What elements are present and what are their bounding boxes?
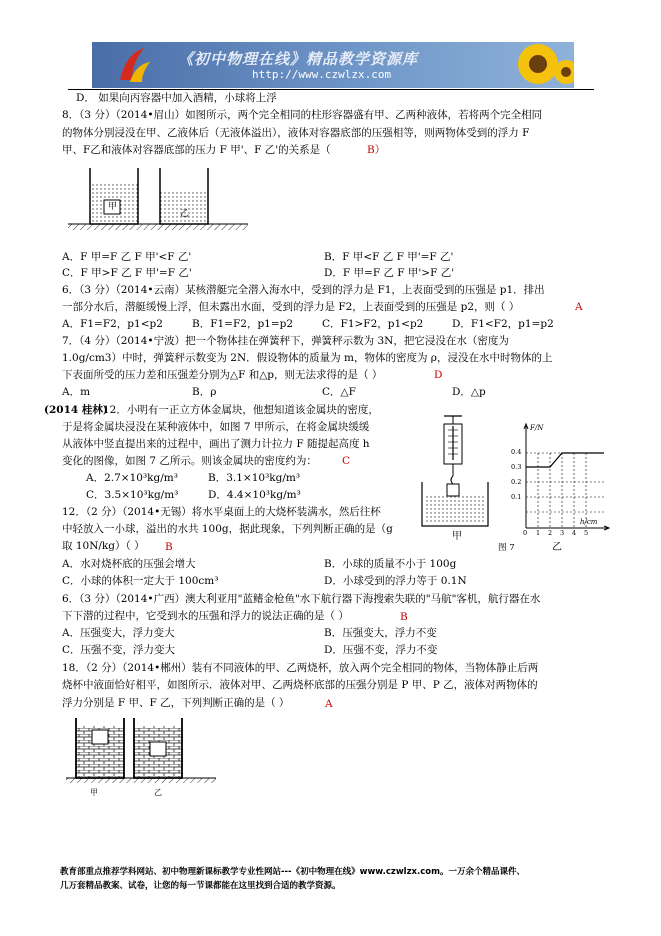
answer-8: B） [367,144,386,156]
option-b: B．3.1×10³kg/m³ [208,472,301,484]
text-line: 下下潜的过程中，它受到水的压强和浮力的说法正确的是（ ） [62,610,349,622]
option-d: D．F1<F2，p1=p2 [452,318,554,330]
x-tick-label: 5 [584,529,589,537]
text-line: 中轻放入一小球，溢出的水共 100g，据此现象，下列判断正确的是（g [62,523,393,535]
text-line: 于是将金属块浸没在某种液体中，如图 7 甲所示，在将金属块缓缓 [62,421,370,433]
option-d: D．4.4×10³kg/m³ [208,489,301,501]
footer-line: 几万套精品教案、试卷，让您的每一节课都能在这里找到合适的教学资源。 [60,881,341,891]
answer-12-guilin: C [342,455,351,467]
option-d: D．△p [452,386,486,398]
figure-label-yi: 乙 [154,788,162,797]
option-c: C．压强不变，浮力变大 [62,644,176,656]
text-line: 浮力分别是 F 甲、F 乙，下列判断正确的是（ ） [62,697,290,709]
figure-label-jia: 甲 [90,788,98,797]
option-d: D．小球受到的浮力等于 0.1N [324,575,467,587]
x-tick-label: 4 [572,529,577,537]
banner-title: 《初中物理在线》精品教学资源库 [178,50,419,68]
question-7-ningbo: 7．（4 分）（2014•宁波）把一个物体挂在弹簧秤下，弹簧秤示数为 3N，把它浸没在水（密度为 [62,335,509,347]
question-12-guilin: 12．小明有一正立方体金属块，他想知道该金属块的密度， [103,404,379,416]
text-line: 甲、F乙和液体对容器底部的压力 F 甲'、F 乙'的关系是（ [62,144,331,156]
source-tag: (2014 桂林) [44,404,108,416]
option-a: A．m [62,386,91,398]
answer-6-yunnan: A [575,301,583,313]
figure-caption: 图 7 [498,543,515,553]
text-line: 下表面所受的压力差和压强差分别为△F 和△p，则无法求得的是（ ） [62,369,383,381]
question-8: 8．（3 分）（2014•眉山）如图所示，两个完全相同的柱形容器盛有甲、乙两种液体，若将两个完全相同 [62,109,543,121]
option-a: A．F1=F2，p1<p2 [62,318,163,330]
x-tick-label: 2 [548,529,553,537]
text-line: 取 10N/kg）（ ） [62,540,145,552]
option-b: B．小球的质量不小于 100g [324,558,457,570]
figure-force-height-graph [514,420,614,540]
option-a: A．F 甲=F 乙 F 甲'<F 乙' [62,251,192,263]
figure-label-jia: 甲 [108,202,118,212]
option-b: B．F 甲<F 乙 F 甲'=F 乙' [324,251,454,263]
x-tick-label: 3 [560,529,565,537]
figure-label-yi: 乙 [552,542,562,553]
footer-line: 教育部重点推荐学科网站、初中物理新课标教学专业性网站---《初中物理在线》www.czwlzx.com。一万余个精品课件、 [60,867,525,877]
answer-18-chenzhou: A [325,698,333,710]
graph-x-label: h/cm [580,518,598,526]
header-rule [68,89,594,90]
y-tick-label: 0.1 [511,493,522,501]
question-6-yunnan: 6．（3 分）（2014•云南）某核潜艇完全潜入海水中，受到的浮力是 F1，上表面受到的压强是 p1．排出 [62,284,545,296]
text-line: 从液体中竖直提出来的过程中，画出了测力计拉力 F 随提起高度 h [62,438,370,450]
question-18-chenzhou: 18．（2 分）（2014•郴州）装有不同液体的甲、乙两烧杯，放入两个完全相同的物体，当物体静止后两 [62,662,539,674]
option-b: B．压强变大，浮力不变 [324,627,437,639]
answer-12-wuxi: B [165,541,173,553]
option-c: C．小球的体积一定大于 100cm³ [62,575,219,587]
figure-label-jia: 甲 [452,531,462,542]
sunflower-icon [504,42,574,88]
text-line: 烧杯中液面恰好相平，如图所示．液体对甲、乙两烧杯底部的压强分别是 P 甲、P 乙，液体对两物体的 [62,679,538,691]
option-c: C．F1>F2，p1<p2 [322,318,424,330]
option-a: A．2.7×10³kg/m³ [86,472,178,484]
y-tick-label: 0.4 [511,448,522,456]
figure-beakers-q18 [66,716,216,788]
figure-spring-scale [414,416,514,546]
answer-6-guangxi: B [400,611,408,623]
text-line: 变化的图像，如图 7 乙所示。则该金属块的密度约为： [62,455,317,467]
option-a: A．压强变大，浮力变大 [62,627,175,639]
figure-containers-q8 [68,164,248,236]
y-tick-label: 0.3 [511,463,522,471]
y-tick-label: 0.2 [511,478,522,486]
logo-icon [106,42,156,88]
x-tick-label: 0 [523,529,528,537]
figure-label-yi: 乙 [180,209,190,219]
option-c: C．F 甲>F 乙 F 甲'=F 乙' [62,267,192,279]
text-line: D． 如果向丙容器中加入酒精，小球将上浮 [76,92,277,104]
text-line: 1.0g/cm3）中时，弹簧秤示数变为 2N．假设物体的质量为 m，物体的密度为 ρ，浸没在水中时物体的上 [62,352,553,364]
option-d: D．压强不变，浮力不变 [324,644,438,656]
option-b: B．ρ [192,386,217,398]
text-line: 一部分水后，潜艇缓慢上浮，但未露出水面，受到的浮力是 F2，上表面受到的压强是 p2，则（ ） [62,301,520,313]
header-banner [92,42,574,88]
text-line: 的物体分别浸没在甲、乙液体后（无液体溢出），液体对容器底部的压强相等，则两物体受到的浮力 F [62,127,530,139]
option-b: B．F1=F2，p1=p2 [192,318,294,330]
answer-7-ningbo: D [434,369,443,381]
option-a: A．水对烧杯底的压强会增大 [62,558,196,570]
question-12-wuxi: 12．（2 分）（2014•无锡）将水平桌面上的大烧杯装满水，然后往杯 [62,506,381,518]
option-c: C．△F [322,386,356,398]
graph-y-label: F/N [530,424,544,432]
option-c: C．3.5×10³kg/m³ [86,489,179,501]
question-6-guangxi: 6．（3 分）（2014•广西）澳大利亚用"蓝鳍金枪鱼"水下航行器下海搜索失联的"马航"客机，航行器在水 [62,593,541,605]
banner-url: http://www.czwlzx.com [252,68,392,81]
option-d: D．F 甲=F 乙 F 甲'>F 乙' [324,267,455,279]
x-tick-label: 1 [536,529,541,537]
